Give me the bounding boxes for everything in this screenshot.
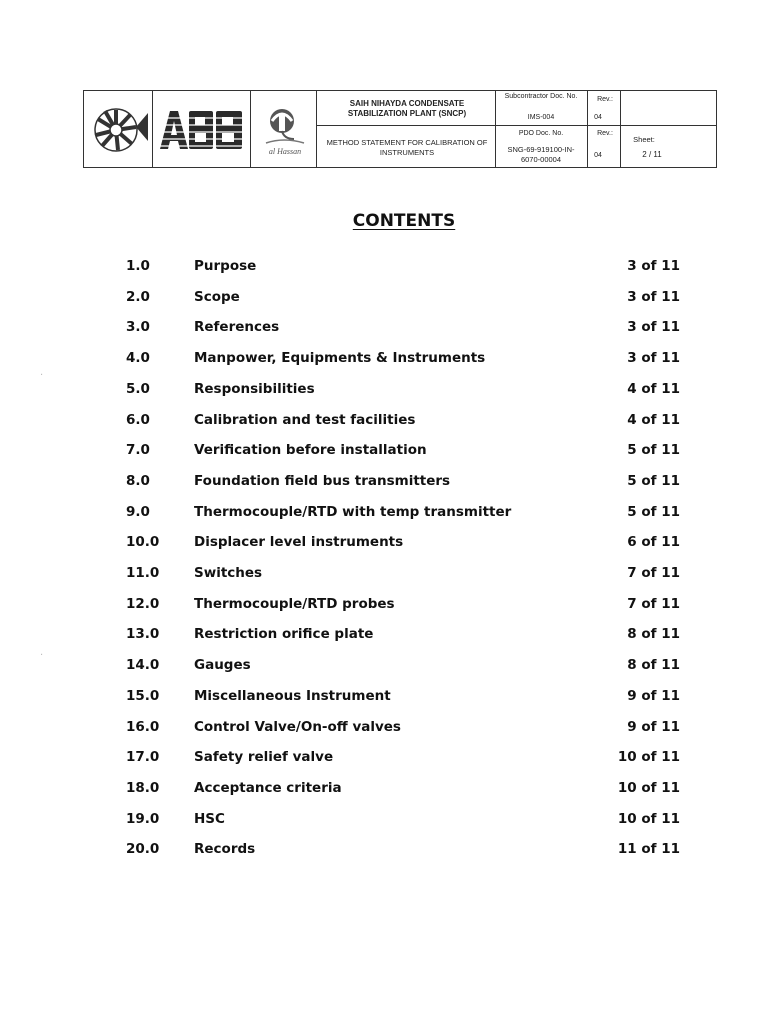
toc-entry <box>0 688 768 708</box>
toc-section-number: 20.0 <box>126 841 160 858</box>
toc-page-number: 10 of 11 <box>617 749 680 766</box>
toc-page-number: 8 of 11 <box>627 626 680 643</box>
toc-page-number: 4 of 11 <box>627 380 680 397</box>
toc-section-number: 1.0 <box>126 258 150 274</box>
toc-section-title: Safety relief valve <box>194 749 334 766</box>
rev-label: Rev.: <box>597 130 613 137</box>
toc-entry <box>0 626 768 646</box>
toc-entry <box>0 381 768 401</box>
toc-page-number: 11 of 11 <box>617 841 680 858</box>
toc-section-title: Manpower, Equipments & Instruments <box>194 350 486 367</box>
document-title: METHOD STATEMENT FOR CALIBRATION OF INSTRUMENTS <box>326 138 488 157</box>
header-divider <box>620 91 621 167</box>
toc-section-number: 3.0 <box>126 319 150 336</box>
toc-entry <box>0 504 768 524</box>
toc-page-number: 9 of 11 <box>627 687 680 704</box>
toc-section-title: Acceptance criteria <box>194 779 342 796</box>
toc-entry <box>0 442 768 462</box>
rev-label: Rev.: <box>597 96 613 103</box>
toc-section-title: Miscellaneous Instrument <box>194 687 391 704</box>
pdo-doc-label: PDO Doc. No. <box>518 130 564 137</box>
toc-section-title: Restriction orifice plate <box>194 626 374 643</box>
document-header <box>83 90 717 168</box>
toc-section-number: 9.0 <box>126 503 150 520</box>
toc-entry <box>0 565 768 585</box>
toc-page-number: 3 of 11 <box>627 258 680 274</box>
scan-speck: · <box>40 650 44 661</box>
header-divider <box>152 91 153 167</box>
al-hassan-logo-icon <box>260 105 308 147</box>
toc-entry <box>0 258 768 278</box>
toc-section-title: Responsibilities <box>194 380 315 397</box>
toc-section-title: Thermocouple/RTD probes <box>194 595 395 612</box>
toc-section-title: Displacer level instruments <box>194 534 404 551</box>
toc-section-number: 18.0 <box>126 779 160 796</box>
toc-page-number: 3 of 11 <box>627 288 680 305</box>
toc-page-number: 7 of 11 <box>627 565 680 581</box>
toc-entry <box>0 811 768 831</box>
rev-value: 04 <box>594 152 602 159</box>
toc-page-number: 7 of 11 <box>627 595 680 612</box>
contents-heading: CONTENTS <box>352 211 456 231</box>
sheet-label: Sheet: <box>633 135 655 144</box>
toc-entry <box>0 749 768 769</box>
toc-section-number: 17.0 <box>126 749 160 766</box>
abb-wheel-logo-icon <box>92 105 148 155</box>
toc-section-title: Gauges <box>194 657 251 674</box>
toc-section-title: HSC <box>194 810 225 827</box>
header-divider <box>495 91 496 167</box>
toc-page-number: 5 of 11 <box>627 442 680 459</box>
toc-entry <box>0 596 768 616</box>
toc-page-number: 10 of 11 <box>617 779 680 796</box>
toc-section-title: Records <box>194 841 256 858</box>
header-divider <box>250 91 251 167</box>
toc-entry <box>0 780 768 800</box>
header-divider <box>316 91 317 167</box>
toc-entry <box>0 412 768 432</box>
toc-section-number: 8.0 <box>126 472 150 489</box>
toc-entry <box>0 319 768 339</box>
toc-section-number: 19.0 <box>126 810 160 827</box>
toc-entry <box>0 841 768 861</box>
toc-section-number: 5.0 <box>126 380 150 397</box>
toc-section-number: 13.0 <box>126 626 160 643</box>
toc-section-number: 6.0 <box>126 411 150 428</box>
toc-page-number: 10 of 11 <box>617 810 680 827</box>
toc-page-number: 3 of 11 <box>627 319 680 336</box>
toc-section-title: Foundation field bus transmitters <box>194 472 451 489</box>
subcontractor-doc-number: IMS-004 <box>527 114 555 121</box>
toc-page-number: 5 of 11 <box>627 503 680 520</box>
abb-logo-icon <box>158 109 246 151</box>
header-divider <box>316 125 716 126</box>
toc-entry <box>0 657 768 677</box>
toc-section-number: 12.0 <box>126 595 160 612</box>
partner-name: al Hassan <box>268 147 302 156</box>
toc-page-number: 5 of 11 <box>627 472 680 489</box>
toc-section-number: 16.0 <box>126 718 160 735</box>
toc-section-title: Control Valve/On-off valves <box>194 718 401 735</box>
toc-entry <box>0 350 768 370</box>
toc-page-number: 4 of 11 <box>627 411 680 428</box>
toc-section-title: Scope <box>194 288 240 305</box>
toc-entry <box>0 473 768 493</box>
toc-section-title: Verification before installation <box>194 442 427 459</box>
toc-section-number: 15.0 <box>126 687 160 704</box>
toc-page-number: 3 of 11 <box>627 350 680 367</box>
toc-entry <box>0 289 768 309</box>
toc-section-title: Purpose <box>194 258 257 274</box>
toc-entry <box>0 719 768 739</box>
subcontractor-doc-label: Subcontractor Doc. No. <box>504 93 578 100</box>
rev-value: 04 <box>594 114 602 121</box>
toc-section-title: References <box>194 319 280 336</box>
toc-section-number: 14.0 <box>126 657 160 674</box>
toc-section-number: 10.0 <box>126 534 160 551</box>
toc-section-title: Thermocouple/RTD with temp transmitter <box>194 503 512 520</box>
toc-section-number: 4.0 <box>126 350 150 367</box>
toc-page-number: 9 of 11 <box>627 718 680 735</box>
toc-entry <box>0 534 768 554</box>
toc-section-number: 7.0 <box>126 442 150 459</box>
toc-section-number: 2.0 <box>126 288 150 305</box>
toc-section-title: Calibration and test facilities <box>194 411 416 428</box>
toc-page-number: 8 of 11 <box>627 657 680 674</box>
toc-section-title: Switches <box>194 565 263 581</box>
pdo-doc-number: SNG-69-919100-IN-6070-00004 <box>507 145 575 164</box>
scan-speck: · <box>40 370 44 381</box>
toc-section-number: 11.0 <box>126 565 160 581</box>
sheet-number: 2 / 11 <box>642 150 662 159</box>
toc-page-number: 6 of 11 <box>627 534 680 551</box>
project-title: SAIH NIHAYDA CONDENSATE STABILIZATION PLANT (SNCP) <box>347 99 467 118</box>
